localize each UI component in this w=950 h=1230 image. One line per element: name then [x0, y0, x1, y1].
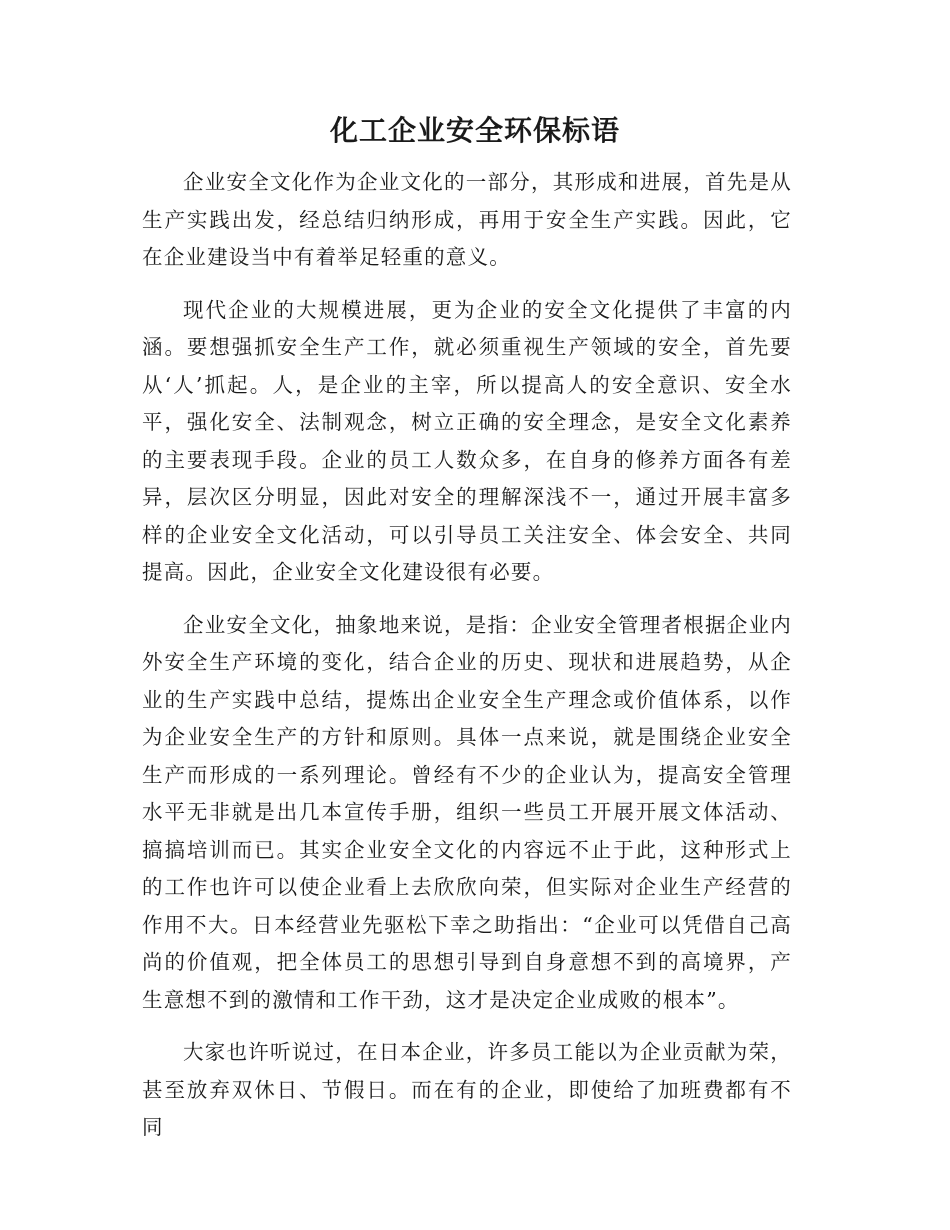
paragraph-4: 大家也许听说过，在日本企业，许多员工能以为企业贡献为荣，甚至放弃双休日、节假日。而在有的企业，即使给了加班费都有不同 — [142, 1040, 792, 1139]
document-body — [142, 164, 792, 1162]
paragraph-2: 现代企业的大规模进展，更为企业的安全文化提供了丰富的内涵。要想强抓安全生产工作，就必须重视生产领域的安全，首先要从‘人’抓起。人，是企业的主宰，所以提高人的安全意识、安全水平，强化安全、法制观念，树立正确的安全理念，是安全文化素养的主要表现手段。企业的员工人数众多，在自身的修养方面各有差异，层次区分明显，因此对安全的理解深浅不一，通过开展丰富多样的企业安全文化活动，可以引导员工关注安全、体会安全、共同提高。因此，企业安全文化建设很有必要。 — [142, 297, 792, 584]
paragraph-3: 企业安全文化，抽象地来说，是指：企业安全管理者根据企业内外安全生产环境的变化，结合企业的历史、现状和进展趋势，从企业的生产实践中总结，提炼出企业安全生产理念或价值体系，以作为企业安全生产的方针和原则。具体一点来说，就是围绕企业安全生产而形成的一系列理论。曾经有不少的企业认为，提高安全管理水平无非就是出几本宣传手册，组织一些员工开展开展文体活动、搞搞培训而已。其实企业安全文化的内容远不止于此，这种形式上的工作也许可以使企业看上去欣欣向荣，但实际对企业生产经营的作用不大。日本经营业先驱松下幸之助指出：“企业可以凭借自己高尚的价值观，把全体员工的思想引导到自身意想不到的高境界，产生意想不到的激情和工作干劲，这才是决定企业成败的根本”。 — [142, 612, 792, 1012]
paragraph-1: 企业安全文化作为企业文化的一部分，其形成和进展，首先是从生产实践出发，经总结归纳形成，再用于安全生产实践。因此，它在企业建设当中有着举足轻重的意义。 — [142, 170, 792, 269]
document-title: 化工企业安全环保标语 — [329, 114, 620, 147]
